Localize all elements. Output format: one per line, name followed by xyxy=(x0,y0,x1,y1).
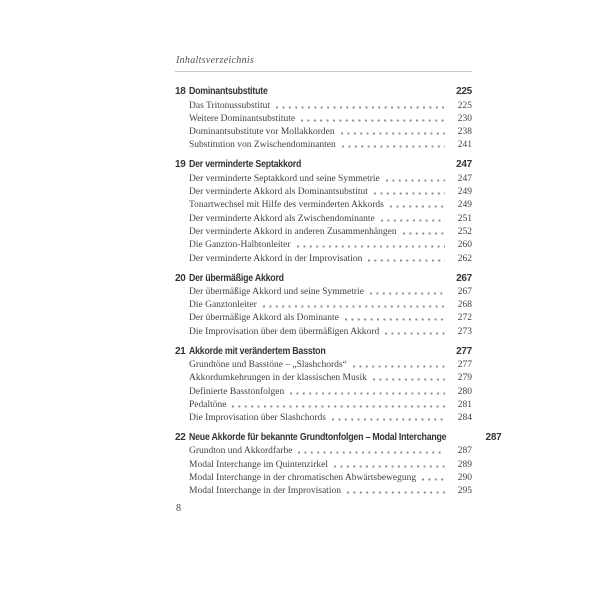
entry-label: Der verminderte Akkord in der Improvisation xyxy=(189,253,363,264)
entry-label: Der verminderte Septakkord und seine Symmetrie xyxy=(189,173,380,184)
chapter-row xyxy=(175,270,472,283)
toc-entry-row xyxy=(175,370,472,383)
toc-entry-row xyxy=(175,250,472,263)
entry-label: Die Improvisation über dem übermäßigen Akkord xyxy=(189,326,380,337)
toc-entry-row xyxy=(175,284,472,297)
toc-entry-row xyxy=(175,470,472,483)
toc-entry-row xyxy=(175,124,472,137)
toc-entry-row xyxy=(175,310,472,323)
entry-page-number: 225 xyxy=(457,100,472,111)
entry-label: Grundton und Akkordfarbe xyxy=(189,446,293,457)
entry-label: Der verminderte Akkord als Zwischendominante xyxy=(189,213,375,224)
chapter-title: Akkorde mit verändertem Basston xyxy=(189,345,326,357)
chapter-page-number: 277 xyxy=(456,345,472,357)
chapter-title: Der übermäßige Akkord xyxy=(189,272,284,284)
entry-page-number: 260 xyxy=(457,240,472,251)
table-of-contents xyxy=(175,84,502,497)
entry-label: Substitution von Zwischendominanten xyxy=(189,140,336,151)
entry-label: Grundtöne und Basstöne – „Slashchords“ xyxy=(189,360,347,370)
entry-page-number: 280 xyxy=(457,386,472,397)
dot-leader xyxy=(341,132,445,135)
chapter-title: Neue Akkorde für bekannte Grundtonfolgen – Modal Interchange xyxy=(189,432,447,444)
toc-entry-row xyxy=(175,224,472,237)
toc-section xyxy=(175,84,472,150)
chapter-number: 22 xyxy=(175,432,186,444)
dot-leader xyxy=(403,232,445,235)
toc-section xyxy=(175,430,502,497)
entry-page-number: 251 xyxy=(457,213,472,224)
toc-section xyxy=(175,270,472,336)
dot-leader xyxy=(385,332,445,335)
folio-page-number: 8 xyxy=(176,503,181,514)
toc-section xyxy=(175,343,472,423)
chapter-number: 20 xyxy=(175,272,186,284)
entry-page-number: 247 xyxy=(457,173,472,184)
chapter-page-number: 225 xyxy=(456,86,472,98)
chapter-number: 18 xyxy=(175,86,186,98)
entry-label: Pedaltöne xyxy=(189,399,227,410)
running-header: Inhaltsverzeichnis xyxy=(176,55,255,66)
dot-leader xyxy=(347,491,445,494)
toc-entry-row xyxy=(175,111,472,124)
dot-leader xyxy=(290,392,445,395)
dot-leader xyxy=(345,318,445,321)
toc-entry-row xyxy=(175,137,472,150)
entry-label: Definierte Basstonfolgen xyxy=(189,386,285,397)
dot-leader xyxy=(332,418,445,421)
entry-page-number: 281 xyxy=(457,399,472,410)
entry-label: Modal Interchange in der chromatischen Abwärtsbewegung xyxy=(189,473,417,484)
entry-page-number: 230 xyxy=(457,113,472,124)
toc-entry-row xyxy=(175,410,472,423)
entry-label: Modal Interchange im Quintenzirkel xyxy=(189,459,329,470)
toc-entry-row xyxy=(175,357,472,370)
toc-entry-row xyxy=(175,197,472,210)
entry-page-number: 287 xyxy=(457,446,472,457)
toc-entry-row xyxy=(175,323,472,336)
toc-entry-row xyxy=(175,456,472,469)
entry-page-number: 238 xyxy=(457,127,472,138)
entry-label: Das Tritonussubstitut xyxy=(189,100,271,111)
toc-entry-row xyxy=(175,237,472,250)
entry-page-number: 267 xyxy=(457,286,472,297)
chapter-number: 21 xyxy=(175,345,186,357)
entry-page-number: 277 xyxy=(457,360,472,370)
entry-page-number: 295 xyxy=(457,486,472,497)
dot-leader xyxy=(301,119,445,122)
chapter-row xyxy=(175,84,472,97)
dot-leader xyxy=(386,179,445,182)
dot-leader xyxy=(232,405,445,408)
toc-entry-row xyxy=(175,97,472,110)
entry-label: Akkordumkehrungen in der klassischen Musik xyxy=(189,373,367,384)
chapter-row xyxy=(175,343,472,356)
entry-label: Dominantsubstitute vor Mollakkorden xyxy=(189,127,335,138)
entry-label: Die Ganzton-Halbtonleiter xyxy=(189,240,291,251)
entry-page-number: 262 xyxy=(457,253,472,264)
chapter-page-number: 287 xyxy=(485,432,502,444)
toc-entry-row xyxy=(175,184,472,197)
dot-leader xyxy=(370,292,445,295)
entry-page-number: 273 xyxy=(457,326,472,337)
entry-label: Modal Interchange in der Improvisation xyxy=(189,486,341,497)
entry-page-number: 249 xyxy=(457,200,472,211)
toc-section xyxy=(175,157,472,263)
dot-leader xyxy=(374,192,445,195)
entry-page-number: 289 xyxy=(457,459,472,470)
entry-page-number: 268 xyxy=(457,300,472,311)
dot-leader xyxy=(353,365,445,368)
entry-label: Die Improvisation über Slashchords xyxy=(189,413,326,424)
dot-leader xyxy=(297,245,445,248)
chapter-row xyxy=(175,430,502,444)
dot-leader xyxy=(342,145,445,148)
dot-leader xyxy=(334,465,445,468)
dot-leader xyxy=(373,378,445,381)
entry-page-number: 279 xyxy=(457,373,472,384)
chapter-page-number: 267 xyxy=(456,272,472,284)
entry-page-number: 272 xyxy=(457,313,472,324)
entry-page-number: 290 xyxy=(457,473,472,484)
entry-page-number: 252 xyxy=(457,226,472,237)
entry-label: Der verminderte Akkord in anderen Zusammenhängen xyxy=(189,226,397,237)
toc-entry-row xyxy=(175,397,472,410)
dot-leader xyxy=(276,106,445,109)
entry-label: Die Ganztonleiter xyxy=(189,300,257,311)
toc-entry-row xyxy=(175,210,472,223)
chapter-title: Der verminderte Septakkord xyxy=(189,159,302,171)
toc-entry-row xyxy=(175,170,472,183)
entry-page-number: 284 xyxy=(457,413,472,424)
header-rule xyxy=(175,71,472,72)
dot-leader xyxy=(390,205,445,208)
chapter-number: 19 xyxy=(175,159,186,171)
toc-entry-row xyxy=(175,297,472,310)
chapter-title: Dominantsubstitute xyxy=(189,86,268,98)
dot-leader xyxy=(298,451,445,454)
entry-label: Der verminderte Akkord als Dominantsubstitut xyxy=(189,187,368,198)
entry-label: Weitere Dominantsubstitute xyxy=(189,113,296,124)
chapter-row xyxy=(175,157,472,170)
chapter-page-number: 247 xyxy=(456,159,472,171)
entry-page-number: 249 xyxy=(457,187,472,198)
entry-label: Der übermäßige Akkord und seine Symmetrie xyxy=(189,286,364,297)
toc-entry-row xyxy=(175,383,472,396)
entry-label: Der übermäßige Akkord als Dominante xyxy=(189,313,339,324)
entry-label: Tonartwechsel mit Hilfe des verminderten Akkords xyxy=(189,200,384,211)
toc-entry-row xyxy=(175,443,472,456)
entry-page-number: 241 xyxy=(457,140,472,151)
dot-leader xyxy=(368,259,445,262)
dot-leader xyxy=(263,305,445,308)
dot-leader xyxy=(381,219,445,222)
dot-leader xyxy=(422,478,445,481)
toc-entry-row xyxy=(175,483,472,496)
